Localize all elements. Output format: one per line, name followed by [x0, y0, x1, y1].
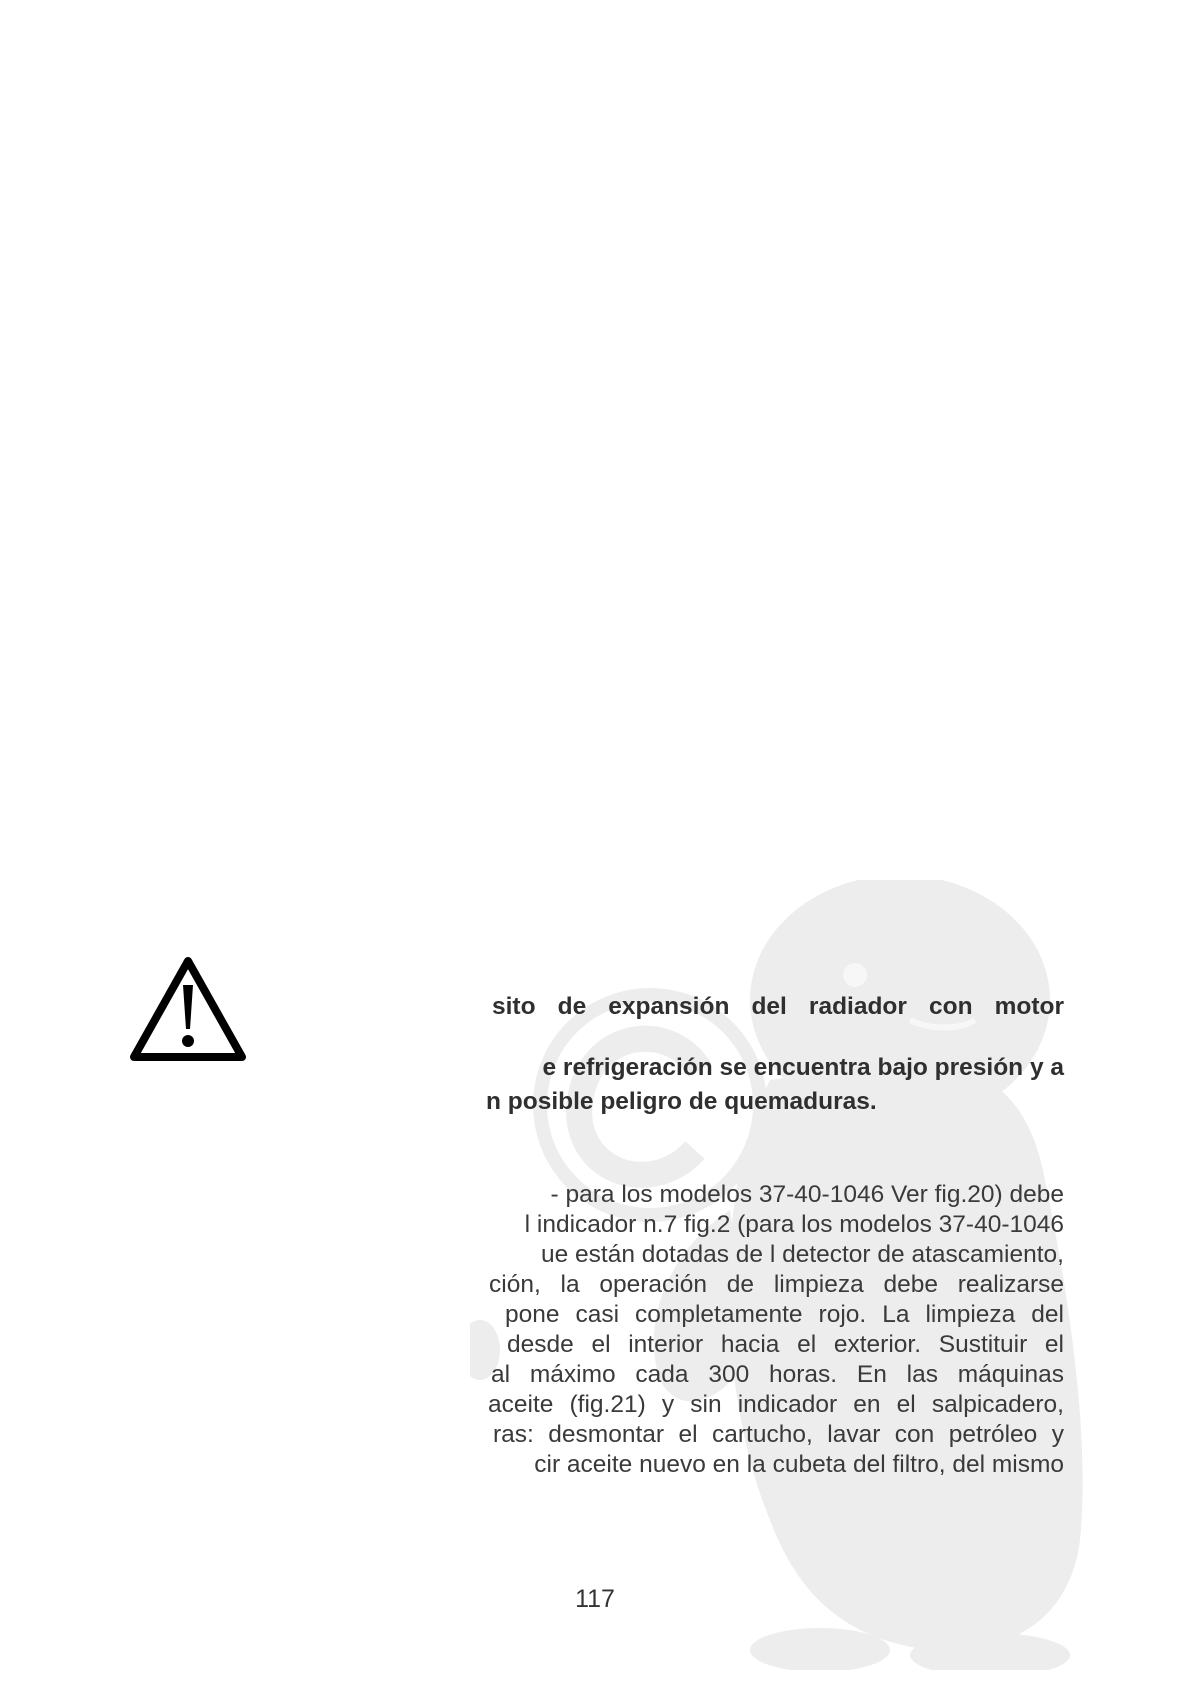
warning-triangle-icon [128, 955, 248, 1063]
body-text-line: ue están dotadas de l detector de atascamiento, [540, 1241, 1064, 1268]
body-text-line: - para los modelos 37-40-1046 Ver fig.20) debe [550, 1181, 1064, 1208]
body-text-line: al máximo cada 300 horas. En las máquinas [491, 1361, 1064, 1388]
warning-text-line: e refrigeración se encuentra bajo presión y a [542, 1054, 1064, 1081]
body-text-line: desde el interior hacia el exterior. Sustituir el [507, 1331, 1064, 1358]
body-text-line: pone casi completamente rojo. La limpieza del [505, 1301, 1064, 1328]
body-text-line: ras: desmontar el cartucho, lavar con petróleo y [493, 1421, 1064, 1448]
body-text-line: ción, la operación de limpieza debe realizarse [489, 1271, 1064, 1298]
body-text-line: aceite (fig.21) y sin indicador en el salpicadero, [488, 1391, 1064, 1418]
warning-text-line: sito de expansión del radiador con motor [492, 993, 1064, 1020]
body-text-line: cir aceite nuevo en la cubeta del filtro, del mismo [534, 1451, 1064, 1478]
page-number: 117 [575, 1585, 615, 1613]
body-text-line: l indicador n.7 fig.2 (para los modelos 37-40-1046 [524, 1211, 1064, 1238]
warning-text-line: n posible peligro de quemaduras. [486, 1088, 877, 1115]
